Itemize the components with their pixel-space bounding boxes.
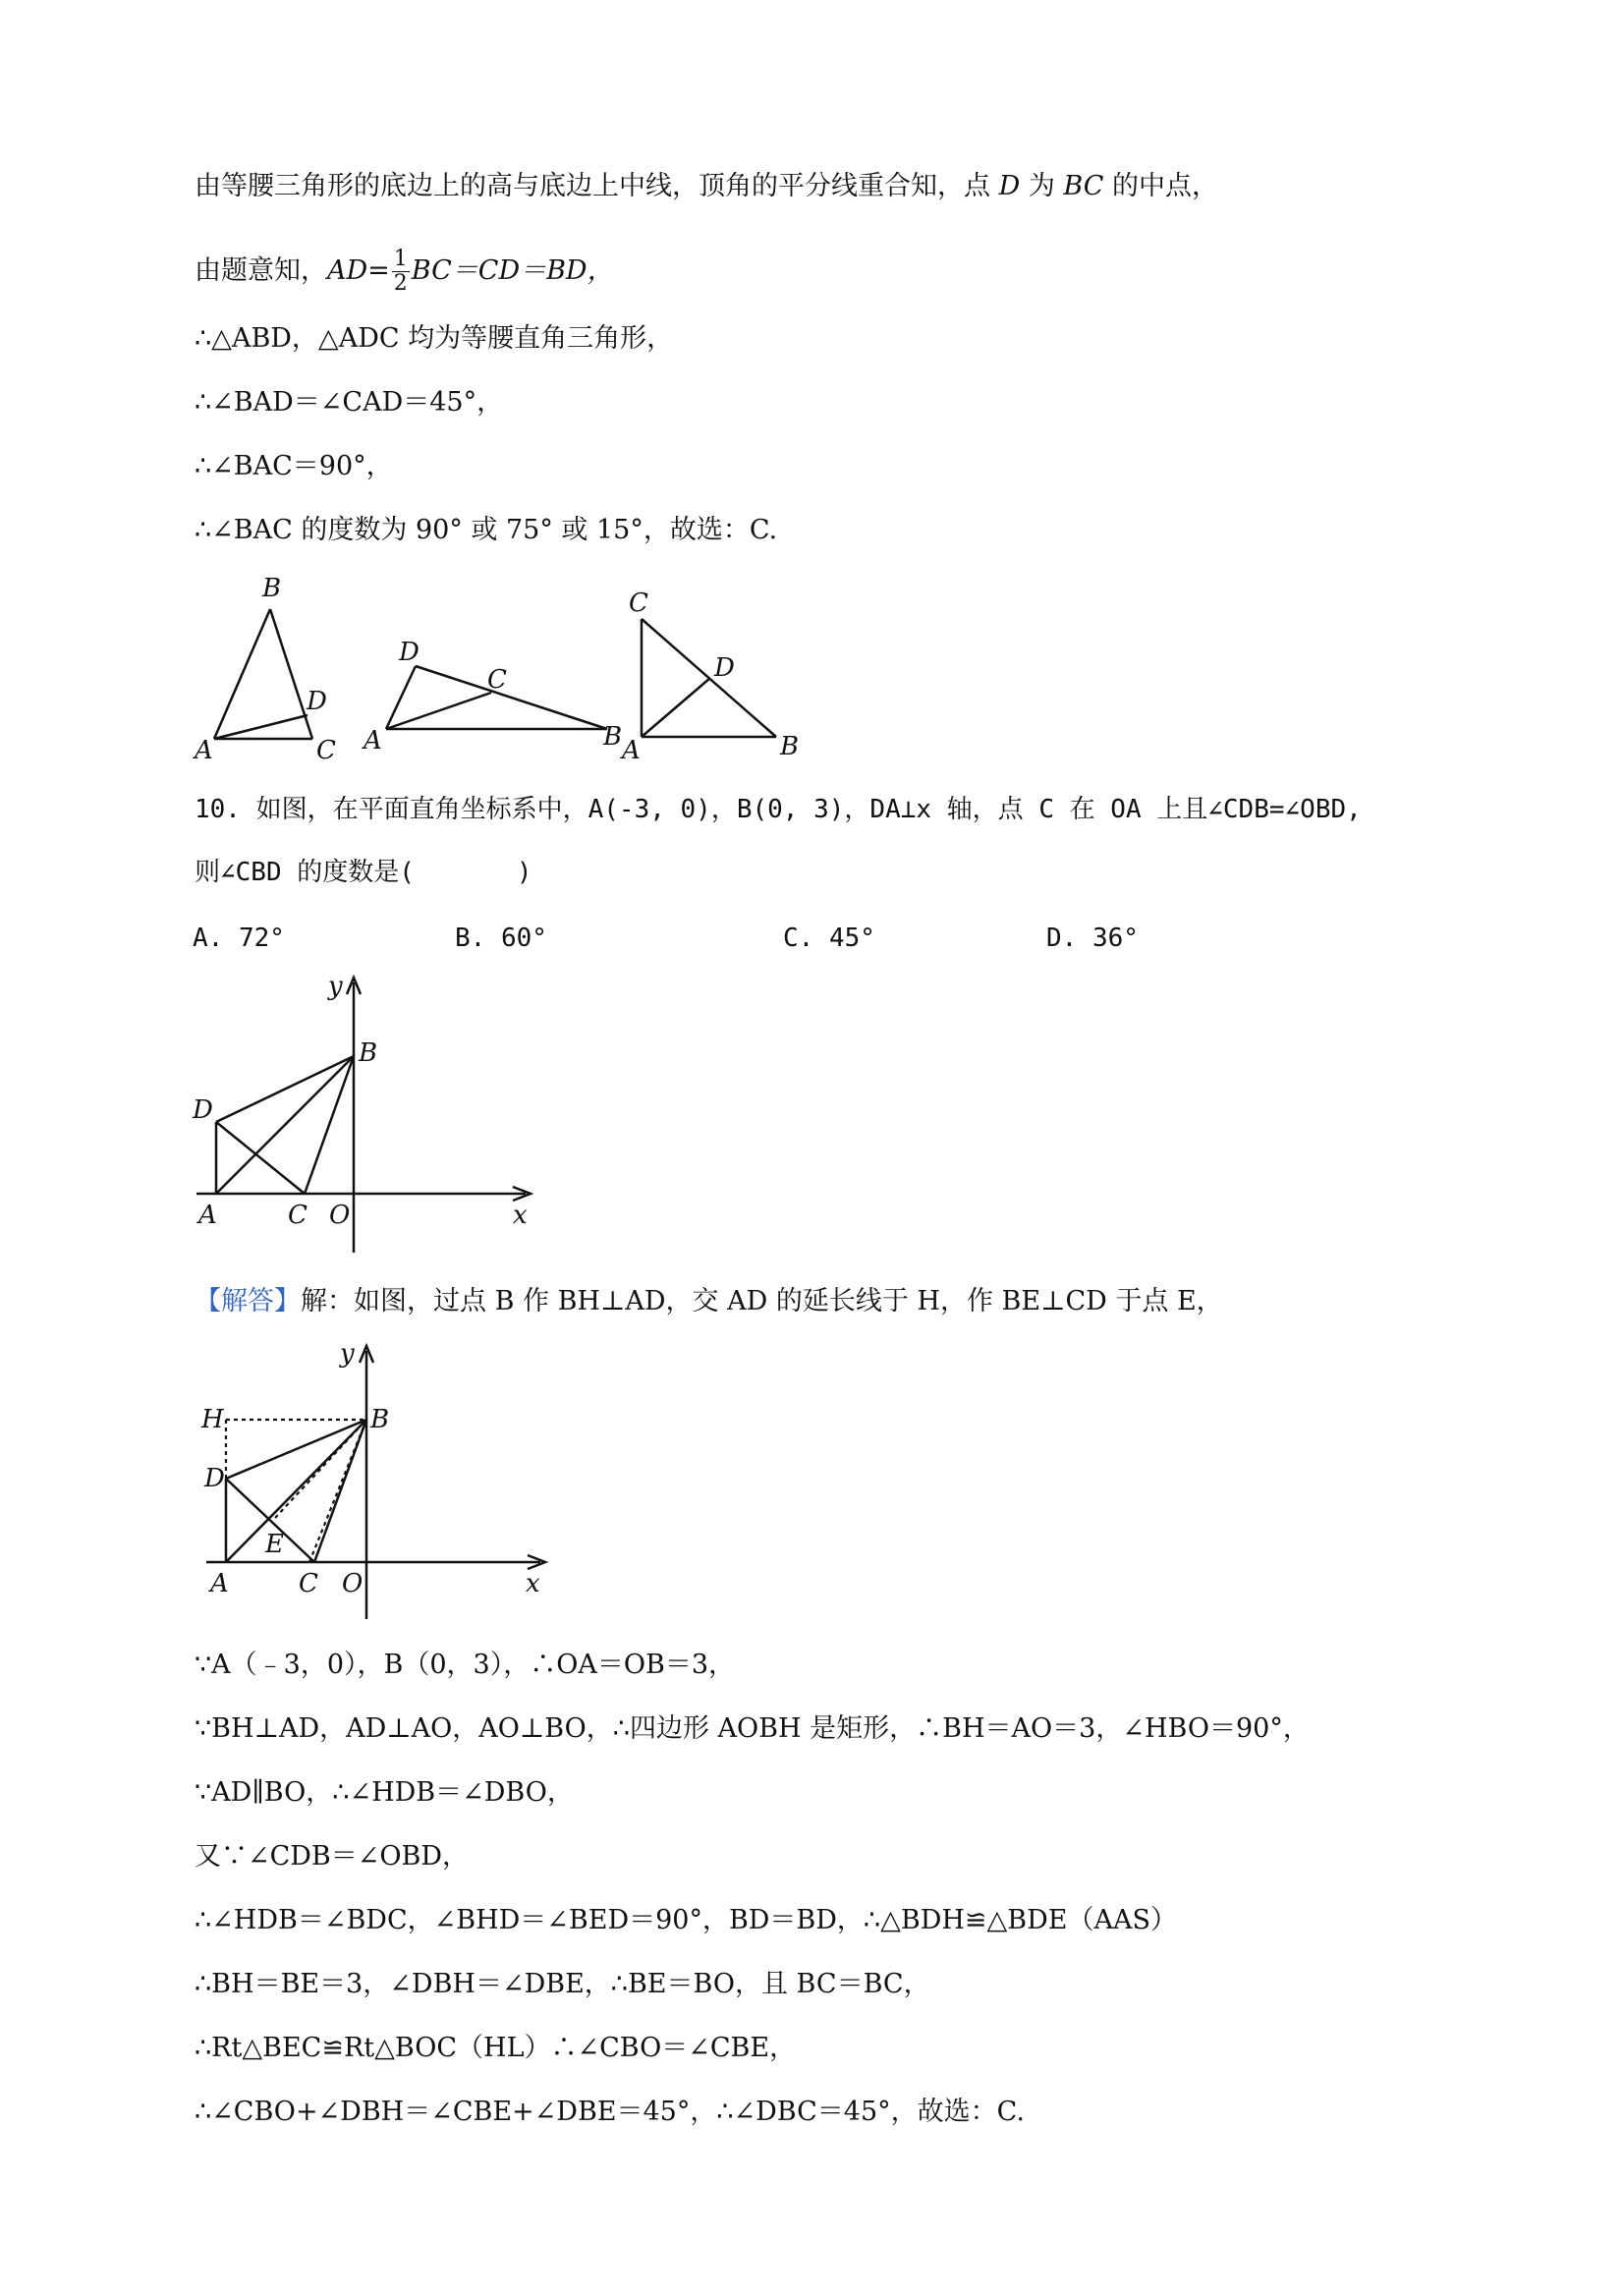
label-B: B <box>262 574 282 603</box>
label-D: D <box>193 1095 213 1125</box>
label-C: C <box>288 1201 308 1230</box>
label-A: A <box>210 1569 229 1598</box>
label-B: B <box>370 1405 390 1434</box>
label-A: A <box>198 1201 217 1230</box>
step-1: ∵A（﹣3，0），B（0，3），∴OA＝OB＝3， <box>195 1650 736 1680</box>
step-7: ∴Rt△BEC≌Rt△BOC（HL）∴∠CBO＝∠CBE， <box>195 2033 797 2063</box>
answer-tag: 【解答】 <box>195 1286 301 1316</box>
label-A: A <box>622 736 641 765</box>
label-C: C <box>487 665 507 695</box>
label-O: O <box>329 1201 351 1230</box>
option-d: D. 36° <box>1046 924 1139 953</box>
option-a: A. 72° <box>193 924 285 953</box>
question-line-1: 10. 如图，在平面直角坐标系中，A(-3, 0)，B(0, 3)，DA⊥x 轴，点 C 在 OA 上且∠CDB=∠OBD, <box>195 795 1362 824</box>
text-line-5: ∴∠BAC＝90°， <box>195 451 393 481</box>
text: 由等腰三角形的底边上的高与底边上中线，顶角的平分线重合知，点 <box>195 171 999 201</box>
step-2: ∵BH⊥AD，AD⊥AO，AO⊥BO，∴四边形 AOBH 是矩形，∴BH＝AO＝3，∠HBO＝90°， <box>195 1713 1310 1744</box>
label-O: O <box>342 1569 364 1598</box>
figure-lines <box>226 1420 366 1562</box>
option-c: C. 45° <box>783 924 875 953</box>
label-H: H <box>201 1405 224 1434</box>
label-y: y <box>340 1339 355 1369</box>
equals: = <box>367 255 390 286</box>
text-line-3: ∴△ABD，△ADC 均为等腰直角三角形， <box>195 323 674 354</box>
label-C: C <box>299 1569 318 1598</box>
text: 由题意知， <box>195 255 327 286</box>
label-B: B <box>603 722 623 752</box>
label-E: E <box>265 1530 284 1559</box>
label-D: D <box>204 1464 225 1493</box>
label-y: y <box>328 972 343 1001</box>
step-3: ∵AD∥BO，∴∠HDB＝∠DBO， <box>195 1777 574 1808</box>
step-8: ∴∠CBO+∠DBH＝∠CBE+∠DBE＝45°，∴∠DBC＝45°，故选：C. <box>195 2097 1025 2127</box>
text: 的中点， <box>1103 171 1219 201</box>
label-A: A <box>195 736 213 765</box>
var: D <box>998 171 1021 201</box>
text: BC＝CD＝BD， <box>411 255 614 286</box>
step-4: 又∵∠CDB＝∠OBD， <box>195 1841 470 1872</box>
label-D: D <box>399 638 420 667</box>
label-B: B <box>780 732 800 761</box>
step-5: ∴∠HDB＝∠BDC，∠BHD＝∠BED＝90°，BD＝BD，∴△BDH≌△BDE（AAS） <box>195 1905 1177 1935</box>
label-D: D <box>714 653 735 683</box>
label-B: B <box>359 1038 378 1068</box>
option-b: B. 60° <box>455 924 547 953</box>
axes <box>206 1346 545 1619</box>
text: 为 <box>1020 171 1064 201</box>
step-6: ∴BH＝BE＝3，∠DBH＝∠DBE，∴BE＝BO，且 BC＝BC， <box>195 1969 930 1999</box>
text-line-4: ∴∠BAD＝∠CAD＝45°， <box>195 387 504 418</box>
label-x: x <box>526 1569 540 1598</box>
label-D: D <box>307 687 327 716</box>
label-x: x <box>513 1201 528 1230</box>
var: AD <box>327 255 368 286</box>
label-A: A <box>364 726 382 756</box>
fraction-half: $\frac{1}{2}$ <box>393 247 408 296</box>
label-C: C <box>629 588 648 618</box>
answer-text: 解：如图，过点 B 作 BH⊥AD，交 AD 的延长线于 H，作 BE⊥CD 于点 E， <box>301 1286 1223 1316</box>
var: BC <box>1063 171 1104 201</box>
question-line-2: 则∠CBD 的度数是( ) <box>195 858 532 887</box>
label-C: C <box>316 736 336 765</box>
text-line-6: ∴∠BAC 的度数为 90° 或 75° 或 15°，故选：C. <box>195 515 778 545</box>
